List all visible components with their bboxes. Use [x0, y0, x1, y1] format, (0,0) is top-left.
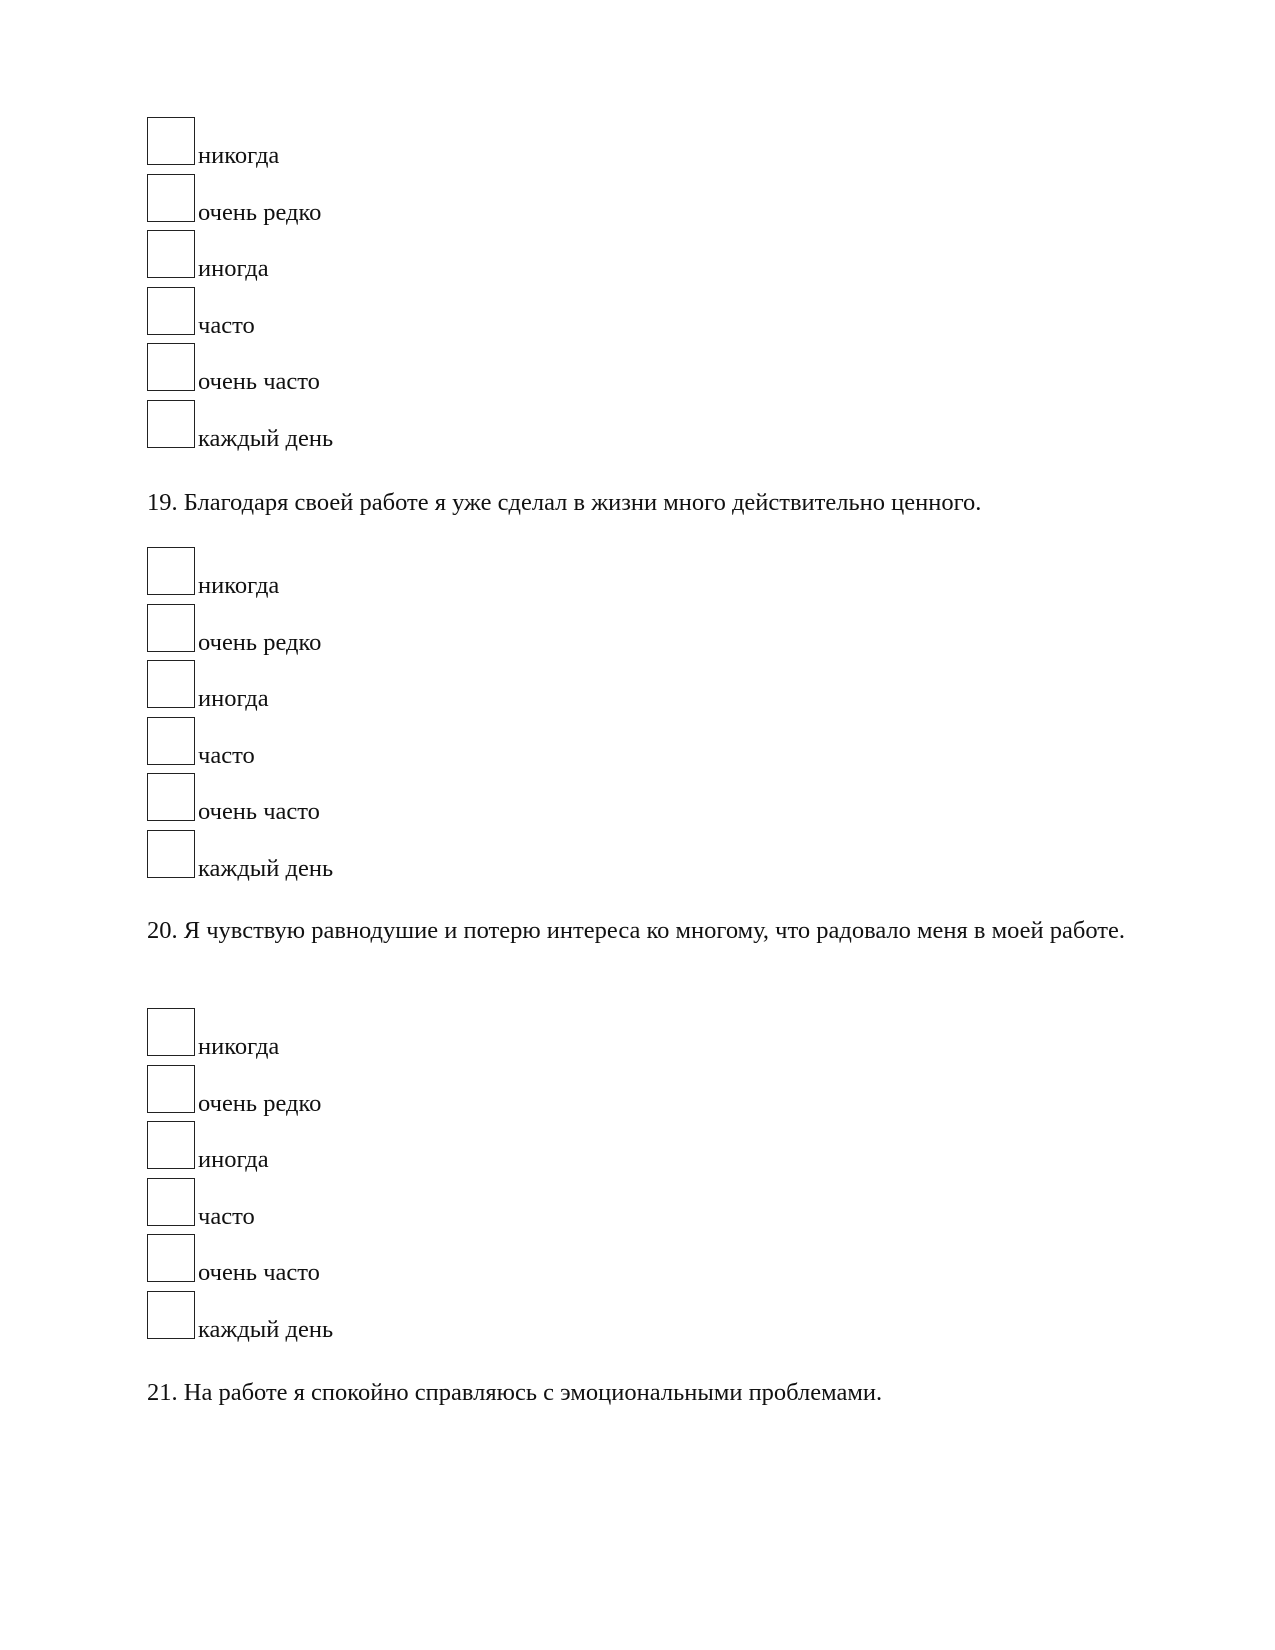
option-label: очень часто — [198, 1259, 320, 1287]
option-label: каждый день — [198, 1315, 334, 1343]
option-label: очень редко — [198, 1089, 322, 1117]
option-every-day[interactable] — [147, 830, 1157, 887]
option-sometimes[interactable] — [147, 1121, 1157, 1178]
question-20: 20. Я чувствую равнодушие и потерю интереса ко многому, что радовало меня в моей работе. — [147, 917, 1125, 944]
option-very-often[interactable] — [147, 343, 1157, 400]
option-sometimes[interactable] — [147, 660, 1157, 717]
checkbox[interactable] — [147, 1178, 195, 1226]
options-group-18 — [147, 117, 1157, 457]
checkbox[interactable] — [147, 660, 195, 708]
option-label: никогда — [198, 572, 280, 599]
option-label: очень редко — [198, 628, 322, 656]
option-label: каждый день — [198, 424, 334, 452]
option-label: каждый день — [198, 854, 334, 882]
checkbox[interactable] — [147, 1008, 195, 1056]
checkbox[interactable] — [147, 604, 195, 652]
option-label: никогда — [198, 1033, 280, 1060]
option-very-often[interactable] — [147, 773, 1157, 830]
question-19: 19. Благодаря своей работе я уже сделал в жизни много действительно ценного. — [147, 489, 982, 516]
option-every-day[interactable] — [147, 400, 1157, 457]
option-label: часто — [198, 741, 255, 769]
option-every-day[interactable] — [147, 1291, 1157, 1348]
option-never[interactable] — [147, 1008, 1157, 1065]
checkbox[interactable] — [147, 547, 195, 595]
checkbox[interactable] — [147, 1291, 195, 1339]
checkbox[interactable] — [147, 830, 195, 878]
option-label: иногда — [198, 255, 269, 283]
option-label: очень редко — [198, 198, 322, 226]
options-group-20 — [147, 1008, 1157, 1348]
option-label: часто — [198, 1202, 255, 1230]
checkbox[interactable] — [147, 117, 195, 165]
checkbox[interactable] — [147, 1065, 195, 1113]
checkbox[interactable] — [147, 343, 195, 391]
option-very-often[interactable] — [147, 1234, 1157, 1291]
checkbox[interactable] — [147, 287, 195, 335]
checkbox[interactable] — [147, 230, 195, 278]
checkbox[interactable] — [147, 773, 195, 821]
options-group-19 — [147, 547, 1157, 887]
option-very-rarely[interactable] — [147, 604, 1157, 661]
option-label: часто — [198, 311, 255, 339]
option-label: иногда — [198, 1146, 269, 1174]
checkbox[interactable] — [147, 174, 195, 222]
checkbox[interactable] — [147, 1121, 195, 1169]
option-very-rarely[interactable] — [147, 1065, 1157, 1122]
option-often[interactable] — [147, 1178, 1157, 1235]
checkbox[interactable] — [147, 717, 195, 765]
option-never[interactable] — [147, 117, 1157, 174]
option-label: никогда — [198, 142, 280, 169]
option-label: очень часто — [198, 798, 320, 826]
option-label: очень часто — [198, 368, 320, 396]
option-very-rarely[interactable] — [147, 174, 1157, 231]
checkbox[interactable] — [147, 400, 195, 448]
option-often[interactable] — [147, 717, 1157, 774]
option-label: иногда — [198, 685, 269, 713]
question-21: 21. На работе я спокойно справляюсь с эмоциональными проблемами. — [147, 1379, 883, 1406]
option-never[interactable] — [147, 547, 1157, 604]
option-sometimes[interactable] — [147, 230, 1157, 287]
option-often[interactable] — [147, 287, 1157, 344]
checkbox[interactable] — [147, 1234, 195, 1282]
